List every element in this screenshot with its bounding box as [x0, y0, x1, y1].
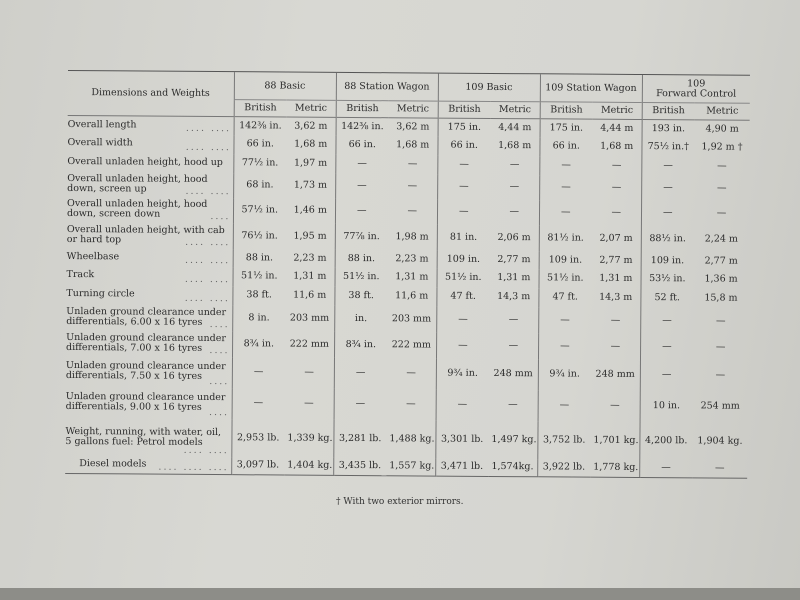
cell-metric: —	[717, 160, 727, 172]
cell-metric: —	[508, 339, 519, 351]
cell-british: 175 in.	[438, 118, 491, 136]
row-label-text: Unladen ground clearance under differentials, 7.50 x 16 tyres	[65, 360, 226, 382]
cell-metric: —	[407, 158, 418, 170]
cell-british: 142⅜ in.	[234, 117, 287, 135]
group-header-109-basic: 109 Basic	[438, 73, 540, 102]
cell-british: 109 in.	[641, 252, 694, 270]
row-label	[66, 355, 232, 387]
page-shadow	[0, 588, 800, 600]
leader-dots: .... ....	[183, 444, 229, 456]
row-label	[67, 196, 233, 222]
cell-metric: —	[509, 159, 520, 171]
cell-british: —	[538, 333, 591, 359]
cell-metric: —	[715, 341, 726, 353]
row-label-text: Diesel models	[79, 458, 147, 470]
cell-british: 81 in.	[437, 224, 490, 250]
cell-british: —	[232, 357, 285, 388]
cell-metric: —	[716, 315, 726, 327]
cell-metric: —	[509, 181, 520, 193]
cell-metric: 222 mm	[391, 338, 431, 351]
cell-metric: 2,77 m	[704, 254, 738, 267]
cell-british: 9¾ in.	[436, 358, 489, 389]
cell-metric: —	[611, 159, 622, 171]
cell-british: 3,752 lb.	[537, 421, 590, 459]
row-label-text: Weight, running, with water, oil, 5 gallons fuel: Petrol models	[65, 425, 222, 448]
cell-metric: —	[406, 367, 416, 379]
cell-metric: —	[716, 207, 727, 219]
row-label	[65, 417, 231, 456]
cell-metric: —	[509, 206, 520, 218]
cell-british: 52 ft.	[640, 289, 693, 308]
cell-metric: —	[610, 340, 621, 352]
leader-dots: .... ....	[185, 185, 231, 197]
cell-british: —	[538, 390, 591, 421]
sub-header-metric: Metric	[389, 101, 438, 118]
leader-dots: ....	[208, 406, 230, 418]
cell-british: —	[335, 198, 388, 223]
group-header-88-basic: 88 Basic	[234, 72, 336, 101]
cell-british: 3,471 lb.	[435, 458, 488, 476]
cell-metric: 248 mm	[493, 367, 533, 380]
cell-british: —	[335, 154, 388, 173]
table-row	[66, 355, 748, 391]
cell-british: —	[641, 157, 694, 176]
cell-british: 88 in.	[335, 249, 388, 267]
row-label	[67, 171, 233, 197]
group-header-109-forward-control: 109 Forward Control	[642, 75, 750, 104]
sub-header-british: British	[540, 102, 593, 119]
cell-british: 193 in.	[642, 120, 695, 138]
cell-british: 3,097 lb.	[231, 457, 284, 475]
cell-metric: —	[508, 399, 518, 411]
leader-dots: .... ....	[184, 292, 230, 304]
cell-metric: 14,3 m	[497, 291, 531, 303]
sub-header-british: British	[336, 100, 389, 117]
cell-british: in.	[334, 305, 387, 331]
cell-british: 8 in.	[232, 305, 285, 331]
cell-british: 38 ft.	[232, 286, 285, 305]
cell-metric: 15,8 m	[704, 292, 738, 304]
cell-metric: 11,6 m	[395, 290, 429, 302]
cell-metric: 1,31 m	[497, 272, 531, 284]
cell-british: 51½ in.	[436, 268, 489, 287]
cell-metric: 1,778 kg.	[590, 459, 639, 477]
cell-metric: 3,62 m	[294, 120, 328, 132]
cell-metric: 203 mm	[289, 312, 330, 324]
row-label-text: Overall unladen height, hood down, screen down	[66, 198, 208, 220]
row-label-text: Overall unladen height, hood up	[67, 156, 223, 169]
table-row	[66, 386, 748, 422]
cell-british: —	[232, 388, 285, 419]
cell-metric: 2,24 m	[704, 232, 739, 245]
cell-metric: —	[610, 399, 620, 411]
cell-metric: 2,77 m	[497, 253, 531, 265]
cell-british: —	[538, 307, 591, 333]
cell-metric: 2,23 m	[395, 252, 429, 265]
cell-british: 76½ in.	[233, 223, 286, 249]
cell-british: 38 ft.	[334, 286, 387, 305]
leader-dots: .... ....	[185, 236, 231, 248]
sub-header-metric: Metric	[287, 100, 336, 117]
row-label-text: Track	[66, 269, 95, 281]
cell-metric: 11,6 m	[293, 289, 327, 301]
row-label	[66, 329, 232, 356]
cell-metric: 1,36 m	[704, 273, 738, 285]
cell-british: 175 in.	[540, 119, 593, 137]
group-header-109-station-wagon: 109 Station Wagon	[540, 74, 642, 103]
cell-british: 51½ in.	[539, 269, 592, 288]
cell-british: —	[335, 173, 388, 198]
cell-british: 57½ in.	[233, 198, 286, 223]
footnote: † With two exterior mirrors.	[336, 497, 464, 507]
row-label	[67, 133, 233, 153]
cell-metric: 2,23 m	[293, 252, 327, 264]
cell-british: 8¾ in.	[334, 331, 387, 357]
row-label-text: Wheelbase	[66, 250, 120, 262]
dimensions-header: Dimensions and Weights	[68, 70, 234, 116]
cell-british: 81½ in.	[539, 225, 592, 251]
cell-metric: 1,68 m	[396, 139, 430, 151]
cell-british: 10 in.	[640, 390, 693, 421]
cell-metric: 1,574kg.	[488, 458, 537, 476]
row-label-text: Overall unladen height, with cab or hard top	[66, 223, 225, 245]
cell-british: —	[436, 332, 489, 358]
cell-metric: 1,31 m	[599, 272, 633, 284]
cell-metric: —	[715, 369, 726, 381]
cell-british: —	[539, 200, 592, 225]
sub-header-british: British	[438, 101, 491, 118]
cell-british: 47 ft.	[538, 288, 591, 307]
cell-metric: —	[407, 180, 418, 192]
sub-header-british: British	[234, 100, 287, 117]
row-label	[67, 265, 233, 285]
cell-metric: —	[406, 398, 416, 410]
cell-british: 68 in.	[233, 173, 286, 198]
row-label-text: Unladen ground clearance under differentials, 7.00 x 16 tyres	[66, 331, 226, 354]
leader-dots: .... .... ....	[158, 461, 229, 474]
cell-metric: 1,904 kg.	[697, 434, 743, 447]
cell-british: —	[539, 175, 592, 200]
cell-metric: 4,90 m	[705, 123, 739, 135]
cell-british: 66 in.	[539, 137, 592, 156]
cell-metric: 1,73 m	[293, 179, 328, 191]
cell-british: 3,281 lb.	[333, 419, 386, 457]
cell-british: —	[640, 360, 693, 391]
cell-metric: 1,701 kg.	[593, 434, 639, 446]
cell-metric: 4,44 m	[498, 121, 532, 134]
cell-metric: 1,31 m	[395, 271, 429, 283]
cell-metric: 1,488 kg.	[389, 432, 435, 445]
row-label	[67, 247, 233, 266]
cell-british: 88½ in.	[641, 226, 694, 252]
leader-dots: .... ....	[185, 141, 232, 153]
cell-metric: 1,68 m	[600, 140, 634, 152]
cell-british: —	[436, 389, 489, 420]
cell-british: —	[639, 459, 692, 477]
cell-metric: 1,46 m	[293, 204, 327, 216]
cell-british: 75½ in.†	[641, 138, 694, 157]
cell-british: 53½ in.	[641, 270, 694, 289]
cell-metric: 1,92 m †	[701, 141, 743, 153]
cell-british: —	[334, 357, 387, 388]
cell-metric: —	[407, 205, 418, 217]
cell-british: 88 in.	[233, 249, 286, 267]
cell-british: —	[334, 388, 387, 419]
sub-header-british: British	[642, 103, 695, 120]
sub-header-metric: Metric	[491, 101, 540, 118]
cell-metric: 203 mm	[391, 312, 432, 325]
cell-metric: 1,68 m	[294, 138, 328, 150]
cell-british: 2,953 lb.	[231, 419, 284, 457]
cell-metric: 1,95 m	[293, 230, 327, 242]
cell-metric: —	[611, 206, 622, 218]
leader-dots: ....	[209, 344, 230, 356]
table-row	[65, 455, 747, 478]
cell-british: 77⅞ in.	[335, 223, 388, 249]
cell-british: 77½ in.	[233, 154, 286, 173]
leader-dots: .... ....	[184, 254, 231, 266]
cell-british: —	[641, 201, 694, 226]
cell-british: —	[539, 156, 592, 175]
cell-metric: 254 mm	[700, 400, 740, 412]
cell-metric: 14,3 m	[599, 291, 633, 303]
row-label-text: Unladen ground clearance under differentials, 6.00 x 16 tyres	[66, 305, 227, 328]
cell-british: 142⅜ in.	[336, 117, 389, 135]
cell-british: 3,301 lb.	[435, 420, 488, 458]
cell-metric: 1,497 kg.	[491, 433, 537, 445]
cell-metric: 1,31 m	[293, 270, 327, 282]
cell-british: 47 ft.	[436, 287, 489, 306]
cell-british: —	[640, 308, 693, 334]
cell-british: 51½ in.	[232, 267, 285, 286]
cell-british: 51½ in.	[334, 267, 387, 286]
cell-metric: 222 mm	[289, 338, 329, 350]
cell-metric: —	[610, 314, 621, 326]
leader-dots: .... ....	[184, 273, 231, 285]
cell-metric: 1,404 kg.	[284, 457, 333, 475]
row-label	[66, 284, 232, 304]
sub-header-metric: Metric	[593, 102, 642, 119]
cell-metric: —	[611, 181, 622, 193]
row-label	[67, 221, 233, 248]
cell-british: —	[437, 155, 490, 174]
cell-british: 3,922 lb.	[537, 459, 590, 477]
row-label	[66, 386, 232, 418]
cell-metric: 248 mm	[595, 368, 635, 380]
cell-metric: 2,77 m	[599, 254, 633, 266]
cell-metric: 4,44 m	[600, 122, 634, 134]
cell-metric: —	[692, 460, 747, 478]
dimensions-table-wrap	[65, 70, 750, 479]
row-label-text: Overall width	[67, 137, 133, 149]
row-label-text: Unladen ground clearance under differentials, 9.00 x 16 tyres	[65, 391, 226, 413]
row-label	[68, 115, 234, 134]
cell-metric: —	[716, 182, 727, 194]
cell-metric: —	[304, 366, 314, 378]
cell-british: 66 in.	[335, 135, 388, 154]
leader-dots: ....	[209, 318, 230, 330]
cell-british: —	[437, 174, 490, 199]
cell-british: 66 in.	[437, 136, 490, 155]
cell-british: —	[640, 334, 693, 360]
cell-british: 4,200 lb.	[639, 421, 692, 459]
sub-header-metric: Metric	[695, 103, 750, 120]
group-header-88-station-wagon: 88 Station Wagon	[336, 72, 438, 101]
cell-metric: —	[508, 313, 519, 325]
cell-metric: 1,68 m	[498, 140, 532, 152]
cell-metric: 3,62 m	[396, 121, 430, 133]
cell-british: 8¾ in.	[232, 331, 285, 357]
cell-metric: 1,98 m	[395, 230, 429, 243]
row-label-text: Turning circle	[66, 288, 135, 300]
table-row	[65, 417, 747, 460]
cell-british: —	[437, 199, 490, 224]
cell-british: 66 in.	[233, 135, 286, 154]
row-label-text: Overall length	[67, 118, 137, 131]
leader-dots: ....	[210, 210, 231, 222]
cell-british: 9¾ in.	[538, 359, 591, 390]
cell-metric: 1,557 kg.	[386, 458, 435, 476]
cell-metric: 1,97 m	[293, 157, 328, 169]
row-label	[67, 152, 233, 172]
row-label	[65, 455, 231, 474]
cell-british: —	[436, 306, 489, 332]
row-label-text: Overall unladen height, hood down, screen up	[67, 173, 208, 195]
cell-british: 109 in.	[437, 250, 490, 268]
cell-british: 109 in.	[539, 251, 592, 269]
cell-british: —	[641, 176, 694, 201]
cell-british: 3,435 lb.	[333, 457, 386, 475]
cell-metric: 2,07 m	[599, 232, 633, 244]
cell-metric: 2,06 m	[497, 231, 531, 243]
cell-metric: 1,339 kg.	[287, 432, 333, 444]
leader-dots: .... ....	[185, 122, 232, 134]
row-label	[66, 303, 232, 330]
dimensions-table	[65, 70, 750, 479]
leader-dots: ....	[209, 375, 230, 387]
cell-metric: —	[304, 397, 314, 409]
